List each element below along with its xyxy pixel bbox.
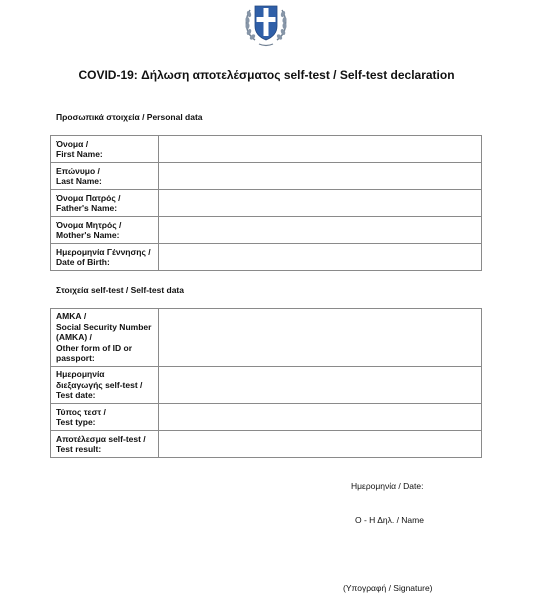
table-row [51, 217, 482, 244]
first-name-field[interactable] [159, 136, 482, 163]
mothers-name-label: Όνομα Μητρός / Mother's Name: [51, 217, 159, 244]
personal-data-heading: Προσωπικά στοιχεία / Personal data [56, 112, 203, 122]
declarant-name-label: Ο - Η Δηλ. / Name [355, 515, 424, 525]
table-row [51, 244, 482, 271]
date-of-birth-field[interactable] [159, 244, 482, 271]
table-row [51, 136, 482, 163]
amka-label: ΑΜΚΑ / Social Security Number (AMKA) / Other form of ID or passport: [51, 309, 159, 367]
date-label: Ημερομηνία / Date: [351, 481, 424, 491]
table-row [51, 431, 482, 458]
hellenic-republic-emblem-icon [241, 0, 291, 50]
fathers-name-label: Όνομα Πατρός / Father's Name: [51, 190, 159, 217]
signature-label: (Υπογραφή / Signature) [343, 583, 433, 593]
table-row [51, 404, 482, 431]
test-result-label: Αποτέλεσμα self-test / Test result: [51, 431, 159, 458]
date-of-birth-label: Ημερομηνία Γέννησης / Date of Birth: [51, 244, 159, 271]
table-row [51, 309, 482, 367]
test-result-field[interactable] [159, 431, 482, 458]
document-title: COVID-19: Δήλωση αποτελέσματος self-test / Self-test declaration [78, 68, 455, 82]
table-row [51, 190, 482, 217]
self-test-data-heading: Στοιχεία self-test / Self-test data [56, 285, 184, 295]
personal-data-table [50, 135, 482, 271]
test-type-label: Τύπος τεστ / Test type: [51, 404, 159, 431]
test-type-field[interactable] [159, 404, 482, 431]
first-name-label: Όνομα / First Name: [51, 136, 159, 163]
table-row [51, 163, 482, 190]
self-test-data-table [50, 308, 482, 458]
table-row [51, 367, 482, 404]
mothers-name-field[interactable] [159, 217, 482, 244]
fathers-name-field[interactable] [159, 190, 482, 217]
test-date-field[interactable] [159, 367, 482, 404]
test-date-label: Ημερομηνία διεξαγωγής self-test / Test date: [51, 367, 159, 404]
amka-field[interactable] [159, 309, 482, 367]
last-name-label: Επώνυμο / Last Name: [51, 163, 159, 190]
last-name-field[interactable] [159, 163, 482, 190]
